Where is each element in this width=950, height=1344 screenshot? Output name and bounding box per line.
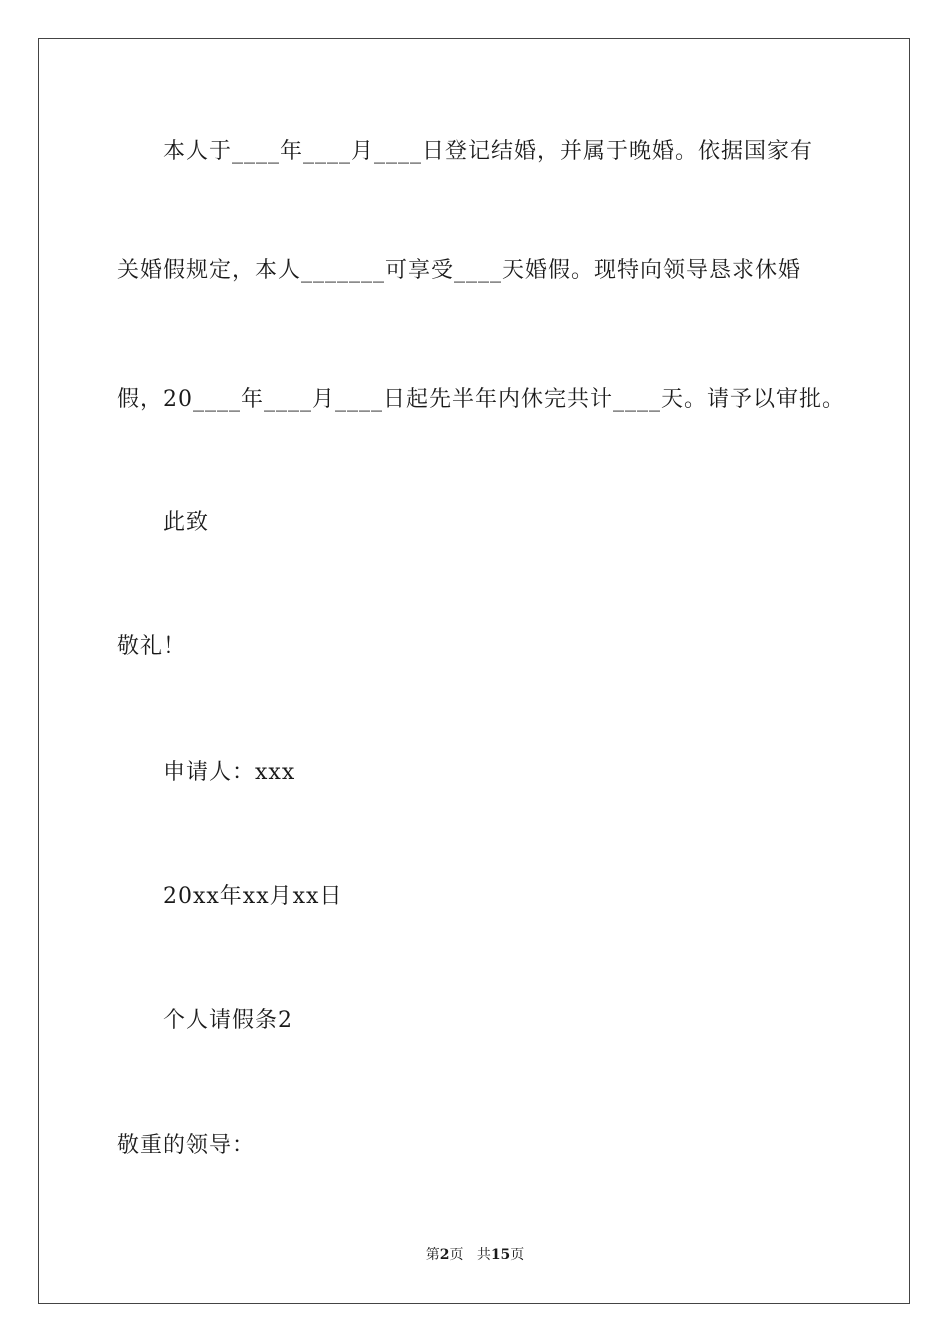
footer-page-suffix: 页 (449, 1247, 464, 1263)
page-footer (0, 1245, 950, 1265)
footer-prefix: 第 (425, 1247, 440, 1263)
salutation-cizhi: 此致 (163, 510, 210, 535)
footer-total-suffix: 页 (510, 1247, 525, 1263)
body-line-2: 关婚假规定，本人_______可享受____天婚假。现特向领导恳求休婚 (117, 258, 802, 283)
salutation-jingli: 敬礼！ (117, 634, 187, 659)
footer-page-number: 2 (439, 1247, 450, 1263)
footer-total-pages: 15 (490, 1247, 511, 1263)
page-border (38, 38, 910, 1304)
greeting-line: 敬重的领导： (117, 1133, 256, 1158)
body-line-3: 假，20____年____月____日起先半年内休完共计____天。请予以审批。 (117, 387, 845, 412)
date-line: 20xx年xx月xx日 (163, 884, 343, 909)
section-title: 个人请假条2 (163, 1008, 293, 1033)
applicant-line: 申请人：xxx (163, 760, 296, 785)
body-line-1: 本人于____年____月____日登记结婚，并属于晚婚。依据国家有 (163, 139, 814, 164)
footer-total-prefix: 共 (476, 1247, 491, 1263)
